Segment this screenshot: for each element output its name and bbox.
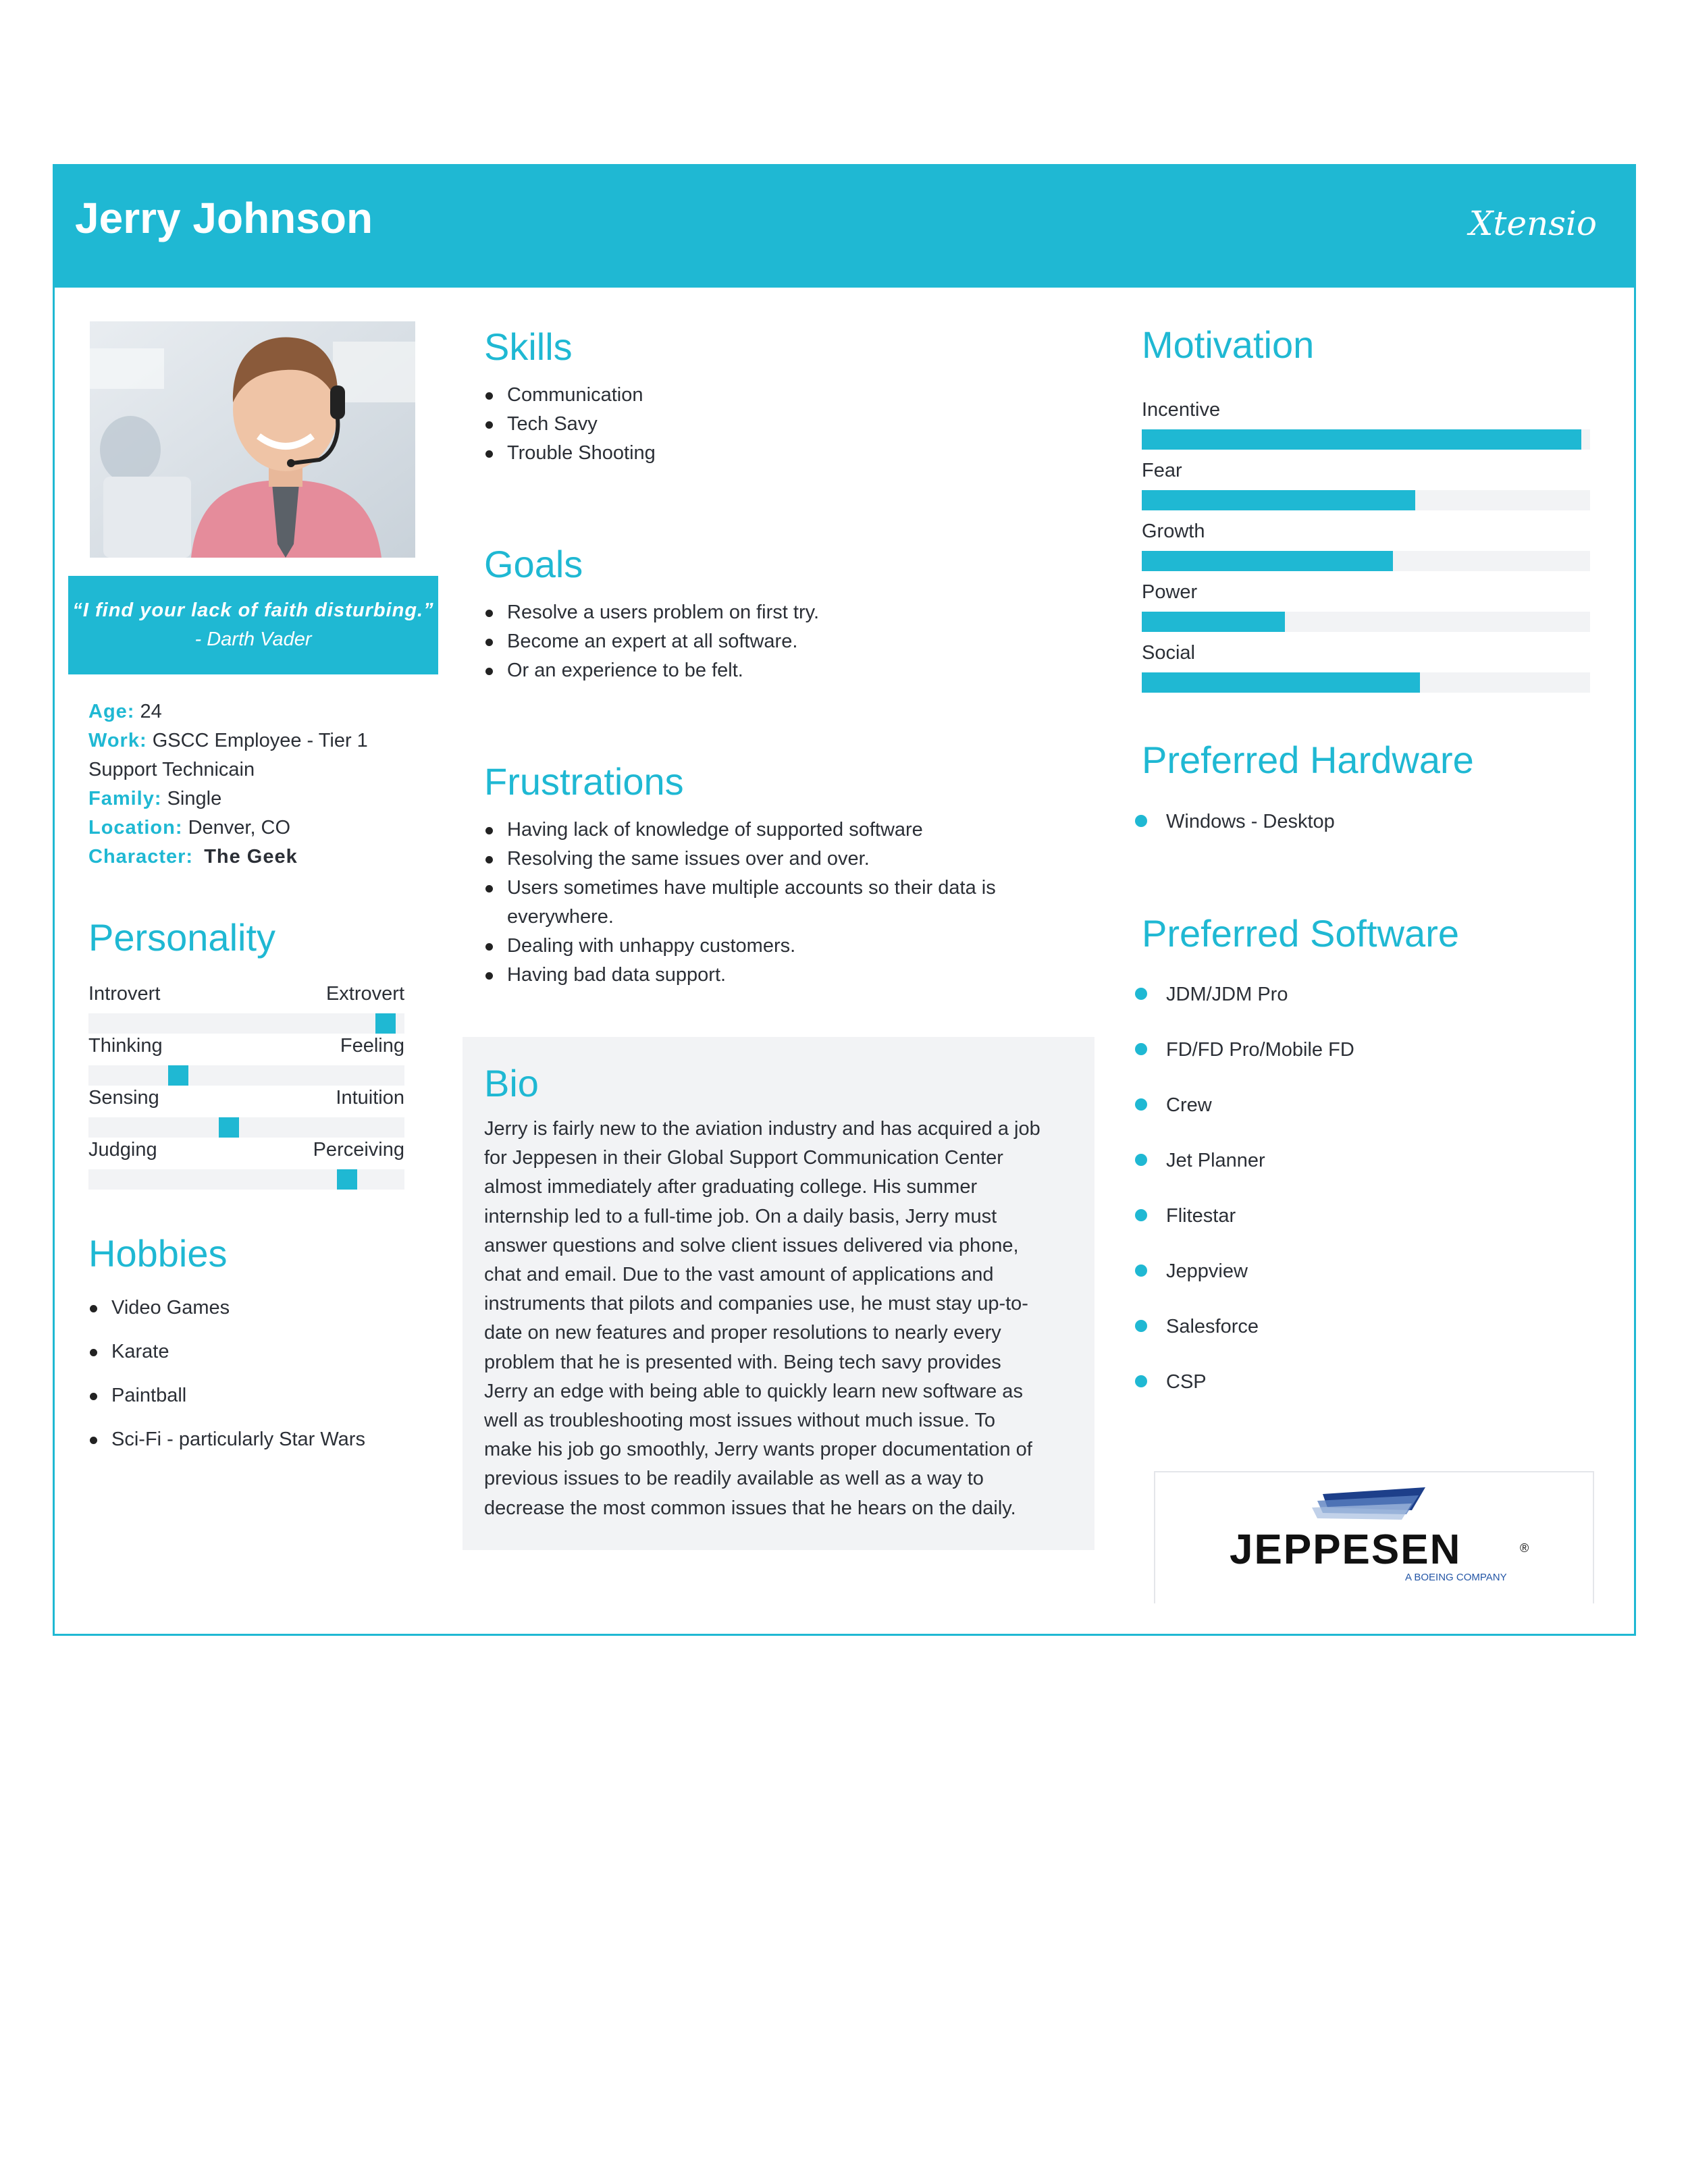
work-label: Work: [88, 730, 147, 751]
personality-right-label: Perceiving [313, 1139, 404, 1161]
software-item: CSP [1135, 1368, 1608, 1397]
registered-mark: ® [1520, 1541, 1529, 1555]
bio-line: internship led to a full-time job. On a daily basis, Jerry must [484, 1205, 997, 1227]
bio-text [484, 1115, 1078, 1523]
bio-line: chat and email. Due to the vast amount of applications and [484, 1264, 994, 1286]
bio-panel [463, 1037, 1094, 1550]
headset-person-image [90, 321, 415, 558]
persona-facts [88, 697, 413, 872]
software-item: Flitestar [1135, 1202, 1608, 1231]
motivation-fill [1142, 429, 1581, 450]
skills-title: Skills [484, 325, 573, 368]
bio-line: Jerry an edge with being able to quickly learn new software as [484, 1380, 1023, 1402]
location-value: Denver, CO [188, 817, 291, 838]
frustration-item: Resolving the same issues over and over. [484, 845, 1051, 874]
bio-line: well as troubleshooting most issues without much issue. To [484, 1410, 996, 1432]
bio-line: problem that he is presented with. Being tech savy provides [484, 1351, 1001, 1373]
software-item: FD/FD Pro/Mobile FD [1135, 1036, 1608, 1065]
hobby-item: Karate [88, 1337, 413, 1366]
frustration-item: Having bad data support. [484, 961, 1051, 990]
motivation-bar [1142, 642, 1590, 696]
motivation-fill [1142, 672, 1420, 693]
goals-list [484, 598, 1092, 685]
work-value-line1: GSCC Employee - Tier 1 [152, 730, 368, 751]
software-item: Crew [1135, 1091, 1608, 1120]
frustration-item: Users sometimes have multiple accounts so their data is everywhere. [484, 874, 1051, 932]
personality-left-label: Judging [88, 1139, 157, 1161]
bio-line: decrease the most common issues that he hears on the daily. [484, 1497, 1016, 1519]
bio-line: Jerry is fairly new to the aviation industry and has acquired a job [484, 1118, 1040, 1140]
software-item: Jeppview [1135, 1257, 1608, 1286]
age-label: Age: [88, 701, 135, 722]
personality-track [88, 1117, 404, 1138]
bio-line: previous issues to be readily available as well as a way to [484, 1468, 984, 1490]
software-item: JDM/JDM Pro [1135, 980, 1608, 1009]
persona-photo [90, 321, 415, 558]
motivation-bar [1142, 399, 1590, 453]
hobbies-list [88, 1294, 413, 1469]
personality-right-label: Extrovert [325, 983, 404, 1005]
frustrations-list [484, 816, 1051, 990]
personality-right-label: Feeling [340, 1035, 404, 1057]
xtensio-logo[interactable]: Xtensio [1469, 204, 1597, 243]
motivation-label: Growth [1142, 521, 1205, 542]
motivation-title: Motivation [1142, 323, 1315, 366]
skill-item: Communication [484, 381, 1092, 410]
skills-list [484, 381, 1092, 468]
motivation-fill [1142, 612, 1285, 632]
bio-title: Bio [484, 1062, 539, 1104]
personality-left-label: Sensing [88, 1087, 159, 1109]
bio-line: instruments that pilots and companies use, he must stay up-to- [484, 1293, 1028, 1315]
personality-track [88, 1013, 404, 1034]
character-value: The Geek [204, 846, 298, 868]
frustration-item: Having lack of knowledge of supported software [484, 816, 1051, 845]
hobby-item: Paintball [88, 1381, 413, 1410]
jeppesen-logo-box [1154, 1471, 1594, 1603]
software-item: Salesforce [1135, 1312, 1608, 1341]
personality-title: Personality [88, 916, 276, 959]
motivation-fill [1142, 551, 1393, 571]
personality-marker [168, 1065, 188, 1086]
software-list [1135, 980, 1608, 1423]
bio-line: for Jeppesen in their Global Support Communication Center [484, 1147, 1003, 1169]
software-title: Preferred Software [1142, 912, 1459, 955]
hobby-item: Sci-Fi - particularly Star Wars [88, 1425, 413, 1454]
personality-marker [337, 1169, 357, 1190]
work-value-line2: Support Technicain [88, 759, 255, 780]
age-value: 24 [140, 701, 162, 722]
goal-item: Become an expert at all software. [484, 627, 1092, 656]
motivation-bar [1142, 521, 1590, 575]
hobbies-title: Hobbies [88, 1232, 228, 1275]
skill-item: Tech Savy [484, 410, 1092, 439]
motivation-label: Power [1142, 581, 1198, 603]
location-label: Location: [88, 817, 183, 838]
family-value: Single [167, 788, 222, 809]
quote-author: - Darth Vader [194, 629, 312, 650]
family-label: Family: [88, 788, 162, 809]
software-item: Jet Planner [1135, 1146, 1608, 1175]
skill-item: Trouble Shooting [484, 439, 1092, 468]
personality-track [88, 1065, 404, 1086]
personality-slider [88, 983, 404, 1037]
motivation-label: Fear [1142, 460, 1182, 481]
jeppesen-logo [1155, 1472, 1595, 1605]
goals-title: Goals [484, 543, 583, 585]
header-bar [55, 166, 1634, 288]
motivation-label: Incentive [1142, 399, 1221, 421]
personality-left-label: Thinking [88, 1035, 163, 1057]
persona-name: Jerry Johnson [75, 194, 373, 242]
personality-slider [88, 1139, 404, 1193]
bio-line: answer questions and solve client issues delivered via phone, [484, 1234, 1019, 1256]
bio-line: almost immediately after graduating college. His summer [484, 1176, 978, 1198]
jeppesen-wordmark: JEPPESEN [1230, 1526, 1462, 1573]
personality-marker [375, 1013, 396, 1034]
hardware-item: Windows - Desktop [1135, 807, 1608, 836]
personality-marker [219, 1117, 239, 1138]
hardware-list [1135, 807, 1608, 836]
hardware-title: Preferred Hardware [1142, 739, 1474, 781]
motivation-bar [1142, 581, 1590, 635]
boeing-tagline: A BOEING COMPANY [1405, 1572, 1507, 1583]
personality-slider [88, 1035, 404, 1089]
personality-right-label: Intuition [336, 1087, 404, 1109]
frustration-item: Dealing with unhappy customers. [484, 932, 1051, 961]
persona-quote [68, 576, 438, 674]
personality-slider [88, 1087, 404, 1141]
frustrations-title: Frustrations [484, 760, 684, 803]
goal-item: Resolve a users problem on first try. [484, 598, 1092, 627]
quote-text: “I find your lack of faith disturbing.” [72, 600, 434, 621]
goal-item: Or an experience to be felt. [484, 656, 1092, 685]
bio-line: make his job go smoothly, Jerry wants proper documentation of [484, 1439, 1032, 1461]
bio-line: date on new features and proper resolutions to nearly every [484, 1322, 1001, 1344]
motivation-bar [1142, 460, 1590, 514]
hobby-item: Video Games [88, 1294, 413, 1323]
personality-left-label: Introvert [88, 983, 161, 1005]
motivation-label: Social [1142, 642, 1195, 664]
persona-card [53, 164, 1636, 1636]
motivation-fill [1142, 490, 1415, 510]
character-label: Character: [88, 846, 194, 868]
